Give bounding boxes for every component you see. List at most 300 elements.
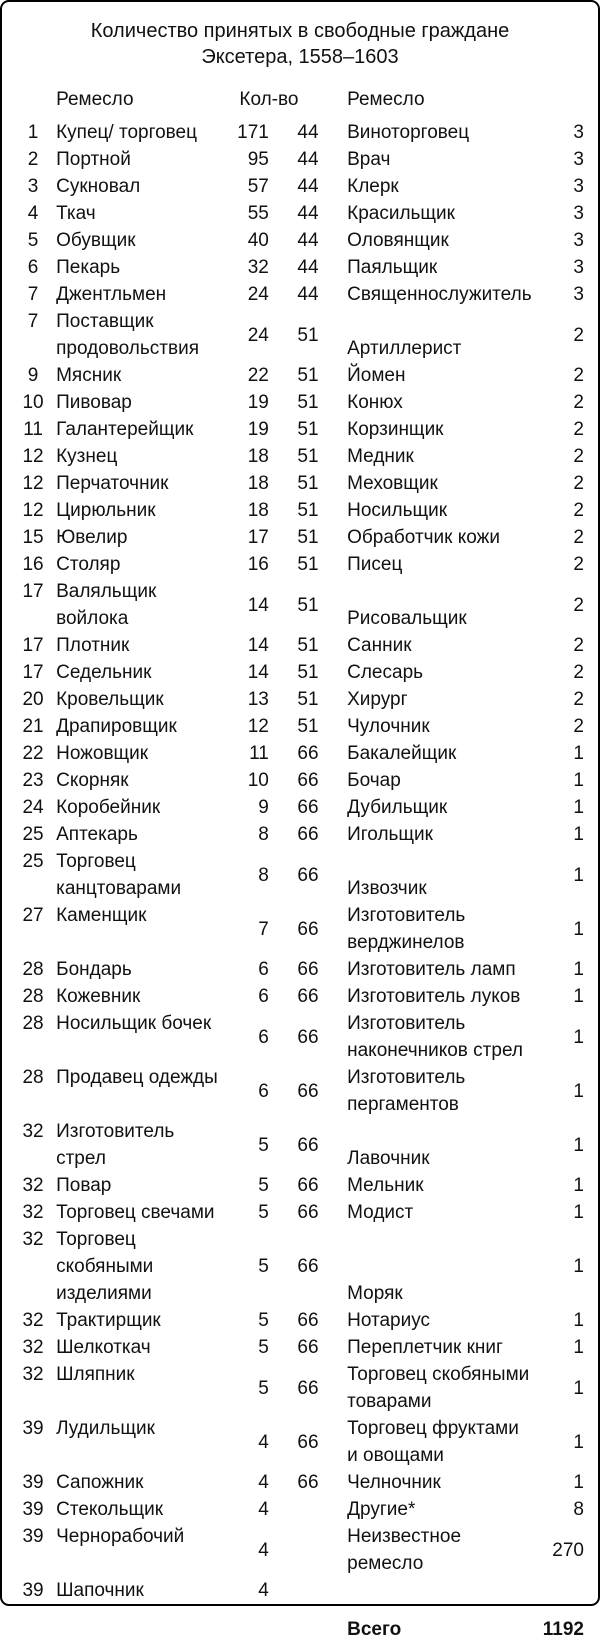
left-rank: 12 — [22, 473, 44, 494]
left-craft: Плотник — [56, 635, 130, 656]
right-qty: 1 — [573, 1134, 584, 1156]
right-craft: Модист — [347, 1202, 414, 1223]
left-craft: Продавец одежды — [56, 1067, 218, 1088]
left-craft: Аптекарь — [56, 824, 138, 845]
right-rank: 44 — [297, 257, 319, 278]
right-qty: 2 — [573, 662, 584, 683]
right-rank: 66 — [297, 797, 319, 818]
left-craft: Купец/ торговец — [56, 122, 198, 143]
left-rank: 6 — [27, 257, 39, 278]
table-body — [16, 119, 584, 1604]
left-rank: 32 — [22, 1175, 44, 1196]
right-rank — [271, 1577, 345, 1604]
right-craft: Изготовитель ламп — [347, 959, 516, 980]
right-qty: 1 — [573, 986, 584, 1007]
table-row — [16, 740, 584, 767]
left-rank: 7 — [27, 284, 39, 305]
right-rank: 51 — [297, 446, 319, 467]
left-qty: 22 — [247, 365, 269, 386]
right-craft: Неизвестное ремесло — [347, 1526, 462, 1574]
right-rank: 66 — [297, 1080, 319, 1102]
left-qty: 171 — [237, 122, 269, 143]
right-qty: 3 — [573, 284, 584, 305]
right-craft: Изготовитель пергаментов — [347, 1067, 466, 1115]
left-rank: 2 — [27, 149, 39, 170]
left-craft: Чернорабочий — [56, 1526, 185, 1547]
right-qty: 1 — [573, 770, 584, 791]
table-row — [16, 173, 584, 200]
right-craft: Лавочник — [347, 1148, 430, 1169]
right-craft: Санник — [347, 635, 412, 656]
table-row — [16, 686, 584, 713]
table-row — [16, 254, 584, 281]
left-rank: 39 — [22, 1580, 44, 1601]
right-craft: Паяльщик — [347, 257, 438, 278]
table-row — [16, 1064, 584, 1118]
right-rank: 51 — [297, 500, 319, 521]
right-craft: Врач — [347, 149, 391, 170]
left-rank: 39 — [22, 1418, 44, 1439]
left-craft: Шляпник — [56, 1364, 135, 1385]
right-rank: 51 — [297, 473, 319, 494]
left-qty: 5 — [258, 1175, 269, 1196]
right-craft — [345, 1577, 534, 1604]
left-qty: 18 — [247, 446, 269, 467]
left-craft: Пивовар — [56, 392, 132, 413]
left-craft: Кожевник — [56, 986, 141, 1007]
right-rank: 51 — [297, 689, 319, 710]
left-rank: 17 — [22, 635, 44, 656]
right-craft: Священнослужитель — [347, 284, 532, 305]
right-rank: 66 — [297, 743, 319, 764]
right-rank: 44 — [297, 230, 319, 251]
right-qty: 3 — [573, 257, 584, 278]
left-rank: 27 — [22, 905, 44, 926]
table-row — [16, 848, 584, 902]
left-rank: 12 — [22, 446, 44, 467]
right-qty — [534, 1577, 584, 1604]
right-qty: 2 — [573, 594, 584, 616]
left-rank: 12 — [22, 500, 44, 521]
left-qty: 5 — [258, 1310, 269, 1331]
table-row — [16, 1199, 584, 1226]
left-qty: 6 — [258, 959, 269, 980]
left-qty: 17 — [247, 527, 269, 548]
left-qty: 4 — [258, 1472, 269, 1493]
left-craft: Цирюльник — [56, 500, 156, 521]
right-qty: 1 — [573, 1431, 584, 1453]
right-qty: 2 — [573, 392, 584, 413]
table-row — [16, 362, 584, 389]
left-qty: 14 — [247, 594, 269, 616]
right-qty: 1 — [573, 1080, 584, 1102]
right-craft: Бакалейщик — [347, 743, 457, 764]
table-row — [16, 416, 584, 443]
right-rank: 44 — [297, 122, 319, 143]
right-rank: 44 — [297, 176, 319, 197]
left-rank: 28 — [22, 959, 44, 980]
right-craft: Слесарь — [347, 662, 424, 683]
right-rank: 51 — [297, 527, 319, 548]
right-craft: Виноторговец — [347, 122, 470, 143]
left-qty: 40 — [247, 230, 269, 251]
right-craft: Артиллерист — [347, 338, 462, 359]
left-craft: Мясник — [56, 365, 122, 386]
left-craft: Коробейник — [56, 797, 161, 818]
right-craft: Другие* — [347, 1499, 416, 1520]
right-rank: 51 — [297, 365, 319, 386]
left-craft: Изготовитель стрел — [56, 1121, 175, 1169]
left-rank: 10 — [22, 392, 44, 413]
right-craft: Изготовитель наконечников стрел — [347, 1013, 523, 1061]
right-qty: 3 — [573, 176, 584, 197]
left-rank: 3 — [27, 176, 39, 197]
right-qty: 1 — [573, 1310, 584, 1331]
left-qty: 4 — [258, 1580, 269, 1601]
right-rank: 66 — [297, 1175, 319, 1196]
left-craft: Шапочник — [56, 1580, 144, 1601]
right-rank: 66 — [297, 1310, 319, 1331]
left-rank: 32 — [22, 1337, 44, 1358]
right-craft: Хирург — [347, 689, 408, 710]
left-craft: Торговец скобяными изделиями — [56, 1229, 154, 1304]
table-row — [16, 1172, 584, 1199]
left-qty: 24 — [247, 284, 269, 305]
right-qty: 2 — [573, 527, 584, 548]
left-craft: Галантерейщик — [56, 419, 194, 440]
left-qty: 6 — [258, 1080, 269, 1102]
left-qty: 32 — [247, 257, 269, 278]
table-row — [16, 1415, 584, 1469]
left-rank: 25 — [22, 824, 44, 845]
left-craft: Ткач — [56, 203, 96, 224]
left-qty: 11 — [249, 743, 269, 764]
left-qty: 16 — [247, 554, 269, 575]
left-qty: 18 — [247, 473, 269, 494]
header-qty: Кол-во — [239, 89, 299, 110]
right-qty: 1 — [573, 1256, 584, 1277]
left-craft: Перчаточник — [56, 473, 169, 494]
left-craft: Ювелир — [56, 527, 128, 548]
left-rank: 32 — [22, 1121, 44, 1142]
right-craft: Носильщик — [347, 500, 448, 521]
left-rank: 28 — [22, 1067, 44, 1088]
left-rank: 32 — [22, 1310, 44, 1331]
left-craft: Кровельщик — [56, 689, 164, 710]
table-row — [16, 1334, 584, 1361]
right-craft: Изготовитель верджинелов — [347, 905, 466, 953]
left-qty: 4 — [258, 1499, 269, 1520]
right-rank: 66 — [297, 770, 319, 791]
left-rank: 4 — [27, 203, 39, 224]
right-qty: 1 — [573, 1472, 584, 1493]
right-rank: 66 — [297, 1337, 319, 1358]
right-craft: Оловянщик — [347, 230, 449, 251]
header-blank — [16, 86, 50, 119]
right-rank: 51 — [297, 635, 319, 656]
left-rank: 28 — [22, 1013, 44, 1034]
left-craft: Лудильщик — [56, 1418, 155, 1439]
right-craft: Нотариус — [347, 1310, 431, 1331]
right-qty: 1 — [573, 918, 584, 940]
left-qty: 19 — [247, 392, 269, 413]
table-row — [16, 524, 584, 551]
left-rank: 39 — [22, 1526, 44, 1547]
left-craft: Поставщик продовольствия — [56, 311, 199, 359]
table-row — [16, 1523, 584, 1577]
table-row — [16, 1118, 584, 1172]
right-craft: Писец — [347, 554, 403, 575]
table-row — [16, 470, 584, 497]
table-row — [16, 281, 584, 308]
left-rank: 7 — [27, 311, 39, 332]
left-craft: Торговец канцтоварами — [56, 851, 182, 899]
left-rank: 24 — [22, 797, 44, 818]
left-craft: Каменщик — [56, 905, 147, 926]
left-rank: 39 — [22, 1499, 44, 1520]
left-qty: 5 — [258, 1202, 269, 1223]
right-qty: 2 — [573, 419, 584, 440]
right-rank: 66 — [297, 986, 319, 1007]
header-craft-left: Ремесло — [56, 89, 134, 110]
right-qty: 2 — [573, 500, 584, 521]
left-qty: 18 — [247, 500, 269, 521]
left-qty: 12 — [247, 716, 269, 737]
left-craft: Повар — [56, 1175, 112, 1196]
left-rank: 32 — [22, 1202, 44, 1223]
right-craft: Конюх — [347, 392, 403, 413]
left-qty: 14 — [247, 662, 269, 683]
right-craft: Торговец фруктами и овощами — [347, 1418, 519, 1466]
left-craft: Бондарь — [56, 959, 132, 980]
right-qty: 2 — [573, 716, 584, 737]
left-rank: 21 — [22, 716, 44, 737]
left-qty: 6 — [258, 1026, 269, 1048]
right-rank: 66 — [297, 1134, 319, 1156]
left-qty: 9 — [258, 797, 269, 818]
title-line-2: Эксетера, 1558–1603 — [201, 46, 399, 68]
right-qty: 8 — [573, 1499, 584, 1520]
left-rank: 16 — [22, 554, 44, 575]
left-craft: Кузнец — [56, 446, 118, 467]
table-row — [16, 1010, 584, 1064]
right-rank: 51 — [297, 324, 319, 346]
right-qty: 2 — [573, 554, 584, 575]
total-row — [16, 1604, 584, 1643]
right-rank: 66 — [297, 1431, 319, 1453]
right-craft: Чулочник — [347, 716, 430, 737]
right-rank: 51 — [297, 419, 319, 440]
left-qty: 14 — [247, 635, 269, 656]
right-craft: Моряк — [347, 1283, 403, 1304]
table-row — [16, 956, 584, 983]
left-qty: 5 — [258, 1337, 269, 1358]
table-row — [16, 902, 584, 956]
table-row — [16, 389, 584, 416]
right-rank: 66 — [297, 824, 319, 845]
right-craft: Рисовальщик — [347, 608, 467, 629]
right-craft: Переплетчик книг — [347, 1337, 503, 1358]
right-craft: Изготовитель луков — [347, 986, 521, 1007]
total-spacer — [16, 1604, 345, 1643]
right-qty: 3 — [573, 203, 584, 224]
left-rank: 25 — [22, 851, 44, 872]
right-qty: 1 — [573, 1202, 584, 1223]
table-row — [16, 1307, 584, 1334]
right-qty: 1 — [573, 1377, 584, 1399]
table-row — [16, 1469, 584, 1496]
left-rank: 5 — [27, 230, 39, 251]
left-craft: Трактирщик — [56, 1310, 161, 1331]
right-rank: 66 — [297, 1472, 319, 1493]
table-row — [16, 1226, 584, 1307]
left-rank: 17 — [22, 662, 44, 683]
left-craft: Шелкоткач — [56, 1337, 151, 1358]
table-row — [16, 227, 584, 254]
left-craft: Торговец свечами — [56, 1202, 215, 1223]
left-craft: Сукновал — [56, 176, 141, 197]
right-craft: Торговец скобяными товарами — [347, 1364, 530, 1412]
left-rank: 9 — [27, 365, 39, 386]
right-rank: 66 — [297, 1377, 319, 1399]
left-qty: 7 — [258, 918, 269, 940]
table-row — [16, 551, 584, 578]
left-craft: Ножовщик — [56, 743, 149, 764]
right-rank: 44 — [297, 149, 319, 170]
right-rank: 51 — [297, 716, 319, 737]
left-qty: 24 — [247, 324, 269, 346]
table-row — [16, 443, 584, 470]
right-rank: 44 — [297, 203, 319, 224]
right-craft: Йомен — [347, 365, 406, 386]
left-qty: 10 — [247, 770, 269, 791]
right-rank: 66 — [297, 918, 319, 940]
right-rank: 51 — [297, 594, 319, 616]
left-rank: 17 — [22, 581, 44, 602]
right-craft: Красильщик — [347, 203, 455, 224]
table-row — [16, 1496, 584, 1523]
table-row — [16, 821, 584, 848]
table-row — [16, 1577, 584, 1604]
left-rank: 23 — [22, 770, 44, 791]
right-qty: 2 — [573, 446, 584, 467]
table-row — [16, 713, 584, 740]
right-craft: Дубильщик — [347, 797, 448, 818]
right-qty: 1 — [573, 864, 584, 886]
left-qty: 57 — [247, 176, 269, 197]
right-qty: 2 — [573, 365, 584, 386]
left-qty: 8 — [258, 864, 269, 886]
right-qty: 2 — [573, 635, 584, 656]
right-rank: 66 — [297, 1026, 319, 1048]
right-qty: 1 — [573, 1337, 584, 1358]
left-qty: 5 — [258, 1377, 269, 1399]
left-rank: 1 — [27, 122, 39, 143]
right-qty: 2 — [573, 473, 584, 494]
left-craft: Скорняк — [56, 770, 129, 791]
right-qty: 1 — [573, 1026, 584, 1048]
right-craft: Меховщик — [347, 473, 438, 494]
table-row — [16, 497, 584, 524]
right-rank: 51 — [297, 662, 319, 683]
left-rank: 32 — [22, 1229, 44, 1250]
right-qty: 1 — [573, 959, 584, 980]
header-craft-right: Ремесло — [347, 89, 425, 110]
page-title — [16, 18, 584, 70]
table-row — [16, 632, 584, 659]
table-row — [16, 308, 584, 362]
right-qty: 1 — [573, 824, 584, 845]
right-rank: 44 — [297, 284, 319, 305]
left-craft: Валяльщик войлока — [56, 581, 157, 629]
right-craft: Клерк — [347, 176, 399, 197]
right-craft: Медник — [347, 446, 414, 467]
table-row — [16, 1361, 584, 1415]
left-rank: 20 — [22, 689, 44, 710]
left-craft: Портной — [56, 149, 131, 170]
left-qty: 55 — [247, 203, 269, 224]
right-qty: 1 — [573, 797, 584, 818]
right-craft: Корзинщик — [347, 419, 444, 440]
right-craft: Извозчик — [347, 878, 427, 899]
right-qty: 2 — [573, 689, 584, 710]
table-row — [16, 659, 584, 686]
table-row — [16, 146, 584, 173]
table-footer — [16, 1604, 584, 1643]
right-rank — [271, 1496, 345, 1523]
left-craft: Пекарь — [56, 257, 121, 278]
right-craft: Мельник — [347, 1175, 424, 1196]
table-header — [16, 86, 584, 119]
table-row — [16, 119, 584, 146]
left-qty: 5 — [258, 1134, 269, 1156]
left-qty: 13 — [247, 689, 269, 710]
crafts-table — [16, 86, 584, 1643]
left-qty: 4 — [258, 1431, 269, 1453]
left-craft: Джентльмен — [56, 284, 167, 305]
right-qty: 3 — [573, 149, 584, 170]
left-rank: 28 — [22, 986, 44, 1007]
left-rank: 32 — [22, 1364, 44, 1385]
right-craft: Бочар — [347, 770, 401, 791]
left-qty: 8 — [258, 824, 269, 845]
left-rank: 39 — [22, 1472, 44, 1493]
right-qty: 2 — [573, 324, 584, 346]
left-craft: Сапожник — [56, 1472, 144, 1493]
right-craft: Челночник — [347, 1472, 441, 1493]
right-rank: 66 — [297, 959, 319, 980]
left-craft: Драпировщик — [56, 716, 177, 737]
right-rank: 51 — [297, 554, 319, 575]
total-value: 1192 — [542, 1619, 584, 1640]
right-craft: Игольщик — [347, 824, 433, 845]
left-craft: Столяр — [56, 554, 121, 575]
right-rank: 66 — [297, 864, 319, 886]
left-qty: 4 — [258, 1539, 269, 1561]
left-qty: 5 — [258, 1256, 269, 1277]
right-qty: 3 — [573, 122, 584, 143]
right-qty: 1 — [573, 743, 584, 764]
title-line-1: Количество принятых в свободные граждане — [90, 20, 510, 42]
right-rank — [271, 1523, 345, 1577]
left-qty: 19 — [247, 419, 269, 440]
table-row — [16, 578, 584, 632]
table-row — [16, 983, 584, 1010]
right-rank: 51 — [297, 392, 319, 413]
left-rank: 15 — [22, 527, 44, 548]
right-rank: 66 — [297, 1202, 319, 1223]
left-craft: Носильщик бочек — [56, 1013, 212, 1034]
